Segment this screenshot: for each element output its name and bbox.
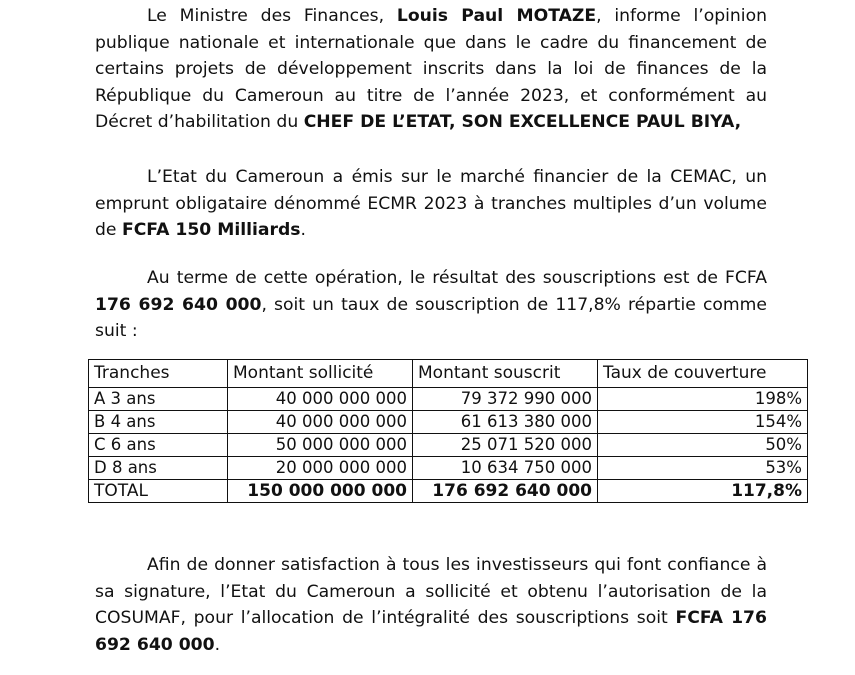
p2-text-b: . <box>300 220 306 240</box>
tranche-cell: C 6 ans <box>89 434 228 457</box>
total-coverage: 117,8% <box>598 480 808 503</box>
allocation-amount: FCFA 176 692 640 000 <box>95 608 767 655</box>
tranche-cell: D 8 ans <box>89 457 228 480</box>
p1-text-a: Le Ministre des Finances, <box>147 6 397 26</box>
total-subscribed: 176 692 640 000 <box>413 480 598 503</box>
header-coverage: Taux de couverture <box>598 360 808 388</box>
coverage-cell: 53% <box>598 457 808 480</box>
table-header-row <box>89 360 808 388</box>
p4-text-b: . <box>214 634 221 655</box>
table-row <box>89 388 808 411</box>
paragraph-announcement <box>95 3 767 136</box>
total-label: TOTAL <box>89 480 228 503</box>
p1-text-b: , informe l’opinion publique nationale et internationale que dans le cadre du financement de certains projets de développement inscrits dans la loi de finances de la République du Cameroun au titre de l’année 2023, et conformément au Décret d’habilitation du <box>95 6 767 132</box>
coverage-cell: 154% <box>598 411 808 434</box>
header-tranches: Tranches <box>89 360 228 388</box>
header-subscribed: Montant souscrit <box>413 360 598 388</box>
bond-volume: FCFA 150 Milliards <box>121 220 301 240</box>
table-row <box>89 411 808 434</box>
coverage-cell: 198% <box>598 388 808 411</box>
table-row <box>89 434 808 457</box>
table-total-row <box>89 480 808 503</box>
paragraph-allocation <box>95 552 767 658</box>
subscription-amount: 176 692 640 000 <box>95 294 262 315</box>
header-requested: Montant sollicité <box>228 360 413 388</box>
table-row <box>89 457 808 480</box>
total-requested: 150 000 000 000 <box>228 480 413 503</box>
coverage-cell: 50% <box>598 434 808 457</box>
p3-text-b: , soit un taux de souscription de 117,8% répartie comme suit : <box>95 294 767 341</box>
requested-cell: 50 000 000 000 <box>228 434 413 457</box>
subscribed-cell: 61 613 380 000 <box>413 411 598 434</box>
subscribed-cell: 25 071 520 000 <box>413 434 598 457</box>
subscribed-cell: 79 372 990 000 <box>413 388 598 411</box>
paragraph-bond-issue <box>95 164 767 244</box>
p2-text-a: L’Etat du Cameroun a émis sur le marché financier de la CEMAC, un emprunt obligataire dénommé ECMR 2023 à tranches multiples d’un volume de <box>95 167 767 240</box>
tranche-cell: A 3 ans <box>89 388 228 411</box>
tranche-cell: B 4 ans <box>89 411 228 434</box>
requested-cell: 20 000 000 000 <box>228 457 413 480</box>
p4-text-a: Afin de donner satisfaction à tous les investisseurs qui font confiance à sa signature, l’Etat du Cameroun a sollicité et obtenu l’autorisation de la COSUMAF, pour l’allocation de l’intégralité des souscriptions soit <box>95 555 767 628</box>
subscription-table <box>88 359 808 503</box>
minister-name: Louis Paul MOTAZE <box>396 6 597 26</box>
requested-cell: 40 000 000 000 <box>228 411 413 434</box>
paragraph-results <box>95 265 767 345</box>
p3-text-a: Au terme de cette opération, le résultat des souscriptions est de FCFA <box>147 268 767 288</box>
requested-cell: 40 000 000 000 <box>228 388 413 411</box>
subscribed-cell: 10 634 750 000 <box>413 457 598 480</box>
head-of-state: CHEF DE L’ETAT, SON EXCELLENCE PAUL BIYA, <box>303 112 742 132</box>
